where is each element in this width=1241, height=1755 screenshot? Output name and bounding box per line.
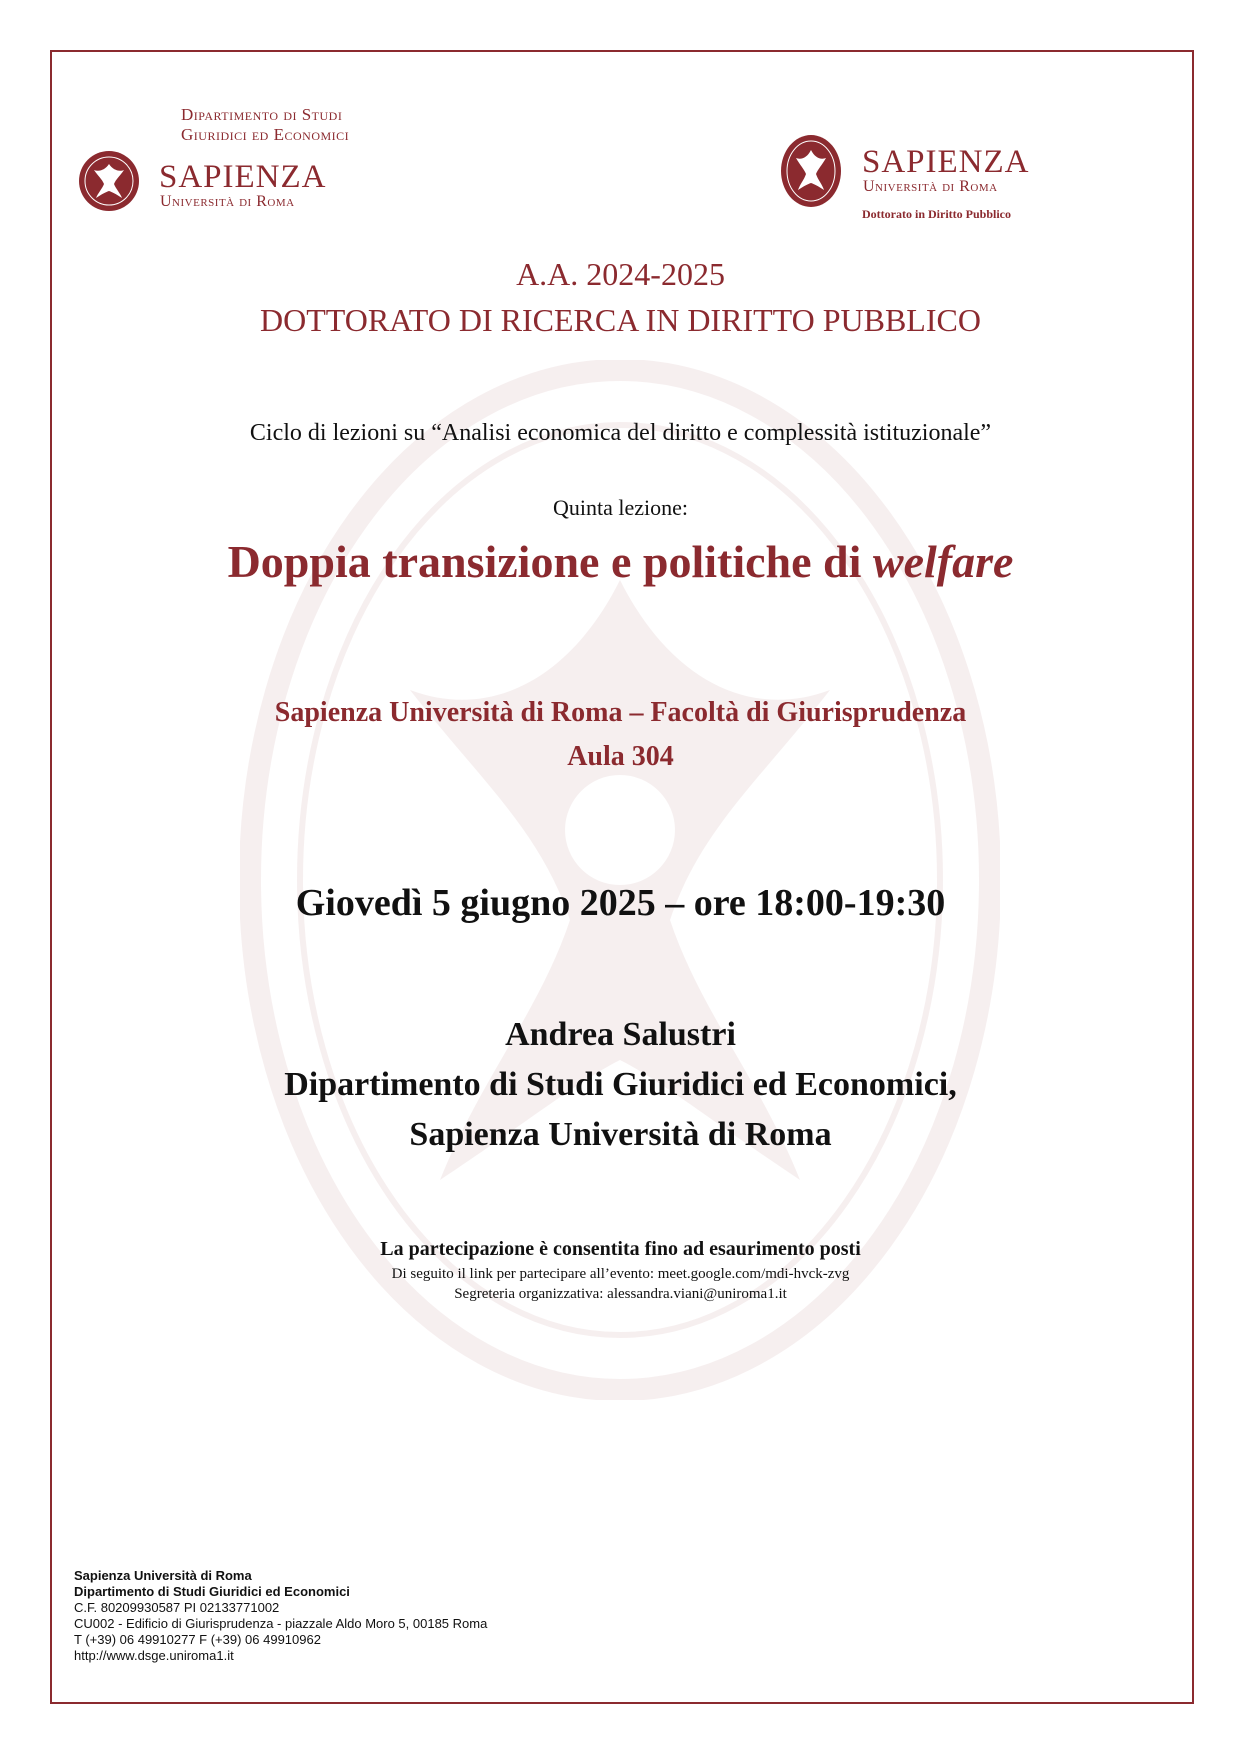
lesson-title-main: Doppia transizione e politiche di	[227, 536, 873, 587]
sapienza-seal-icon-right	[780, 134, 842, 208]
lesson-title	[0, 534, 1241, 590]
program-title: DOTTORATO DI RICERCA IN DIRITTO PUBBLICO	[260, 302, 981, 338]
academic-year: A.A. 2024-2025	[516, 256, 725, 292]
speaker-affiliation-2: Sapienza Università di Roma	[409, 1116, 832, 1153]
dept-line-1: Dipartimento di Studi	[181, 105, 343, 124]
university-subtitle-left: Università di Roma	[160, 193, 295, 210]
sapienza-seal-icon	[78, 150, 140, 212]
footer-line-1: Sapienza Università di Roma	[74, 1568, 252, 1583]
venue-line-1: Sapienza Università di Roma – Facoltà di Giurisprudenza	[274, 697, 967, 728]
lesson-title-italic: welfare	[872, 536, 1014, 587]
dept-line-2: Giuridici ed Economici	[181, 125, 350, 144]
lecture-series: Ciclo di lezioni su “Analisi economica del diritto e complessità istituzionale”	[249, 420, 992, 446]
doctorate-label: Dottorato in Diritto Pubblico	[862, 207, 1011, 221]
department-name	[181, 105, 349, 145]
speaker-name: Andrea Salustri	[505, 1016, 736, 1053]
secretary-contact[interactable]: Segreteria organizzativa: alessandra.viani@uniroma1.it	[454, 1286, 787, 1302]
lesson-label: Quinta lezione:	[552, 495, 688, 520]
participation-note: La partecipazione è consentita fino ad esaurimento posti	[380, 1238, 861, 1260]
meeting-link[interactable]: Di seguito il link per partecipare all’evento: meet.google.com/mdi-hvck-zvg	[391, 1266, 850, 1282]
sapienza-wordmark-right: SAPIENZA	[862, 144, 1030, 180]
footer-line-3: C.F. 80209930587 PI 02133771002	[74, 1600, 280, 1615]
speaker-affiliation-1: Dipartimento di Studi Giuridici ed Economici,	[284, 1066, 957, 1103]
sapienza-wordmark-left: SAPIENZA	[159, 159, 327, 195]
event-datetime: Giovedì 5 giugno 2025 – ore 18:00-19:30	[295, 882, 946, 924]
footer-address	[74, 1568, 487, 1664]
footer-line-5: T (+39) 06 49910277 F (+39) 06 49910962	[74, 1632, 321, 1647]
university-subtitle-right: Università di Roma	[863, 178, 998, 195]
footer-website-link[interactable]: http://www.dsge.uniroma1.it	[74, 1648, 234, 1663]
footer-line-4: CU002 - Edificio di Giurisprudenza - piazzale Aldo Moro 5, 00185 Roma	[74, 1616, 488, 1631]
venue-line-2: Aula 304	[567, 741, 674, 772]
footer-line-2: Dipartimento di Studi Giuridici ed Economici	[74, 1584, 350, 1599]
